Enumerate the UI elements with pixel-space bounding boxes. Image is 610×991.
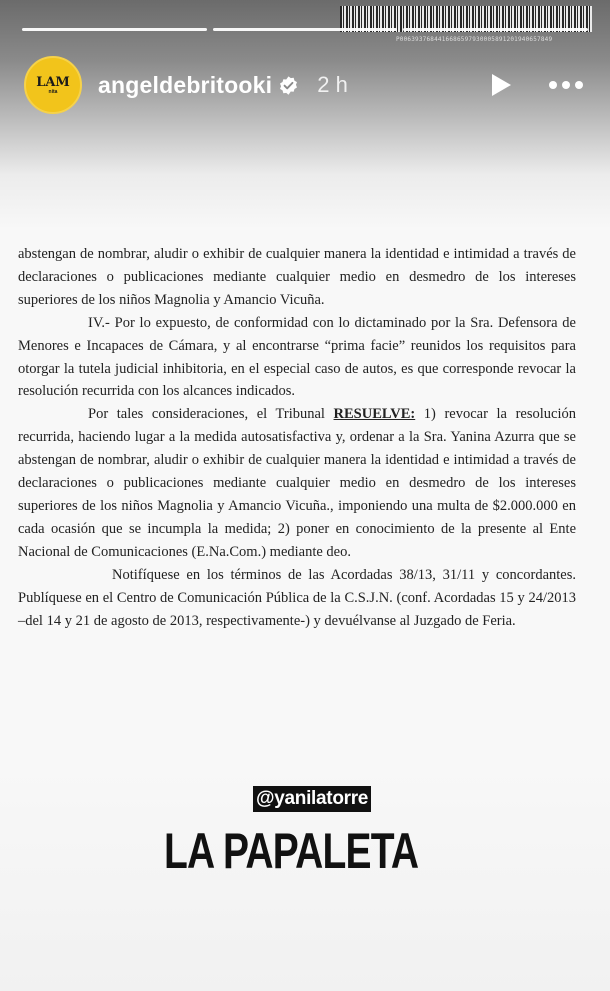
barcode-number: P0063937684416686597930005891201940657849 (396, 36, 553, 43)
document-paragraph-resolution (18, 403, 576, 563)
document-paragraph: Notifíquese en los términos de las Acordadas 38/13, 31/11 y concordantes. Publíquese en el Centro de Comunicación Pública de la C.S.J.N. (conf. Acordadas 15 y 24/2013 –del 14 y 21 de agosto de 2013, respectivamente-) y devuélvanse al Juzgado de Feria. (18, 566, 576, 629)
avatar-logo-text: LAM (36, 74, 70, 90)
resolution-body: 1) revocar la resolución recurrida, haciendo lugar a la medida autosatisfactiva y, ordenar a la Sra. Yanina Azurra que se abstengan de nombrar, aludir o exhibir de cualquier manera la identidad e intimidad a través de declaraciones o publicaciones mediante cualquier medio en desmedro de los intereses superiores de los niños Magnolia y Amancio Vicuña., imponiendo una multa de $2.000.000 en cada ocasión que se incumpla la medida; 2) poner en conocimiento de la presente al Ente Nacional de Comunicaciones (E.Na.Com.) mediante deo. (18, 406, 576, 560)
resuelve-heading: RESUELVE: (333, 406, 416, 423)
progress-segment (22, 28, 207, 31)
more-icon[interactable] (546, 70, 586, 100)
resolution-intro: Por tales consideraciones, el Tribunal (88, 406, 334, 423)
avatar-logo-subtext: nita (48, 88, 58, 95)
mention-sticker[interactable]: @yanilatorre (253, 786, 371, 812)
progress-segment (403, 28, 588, 31)
verified-badge-icon (278, 75, 299, 96)
document-paragraph: abstengan de nombrar, aludir o exhibir de cualquier manera la identidad e intimidad a través de declaraciones o publicaciones mediante cualquier medio en desmedro de los intereses superiores de los niños Magnolia y Amancio Vicuña. (18, 246, 576, 308)
story-progress-bar (22, 28, 588, 32)
court-document (18, 243, 576, 632)
story-header (24, 58, 590, 112)
progress-segment (213, 28, 398, 31)
brand-logo-text: LA PAPALETA (164, 823, 419, 879)
username[interactable]: angeldebritooki (98, 71, 273, 98)
play-icon[interactable] (486, 70, 516, 100)
avatar[interactable] (24, 56, 82, 114)
document-paragraph: IV.- Por lo expuesto, de conformidad con lo dictaminado por la Sra. Defensora de Menores e Incapaces de Cámara, y al encontrarse “prima facie” reunidos los requisitos para otorgar la tutela judicial inhibitoria, en el especial caso de autos, es que corresponde revocar la resolución recurrida con los alcances indicados. (18, 314, 576, 400)
time-ago: 2 h (317, 72, 348, 97)
